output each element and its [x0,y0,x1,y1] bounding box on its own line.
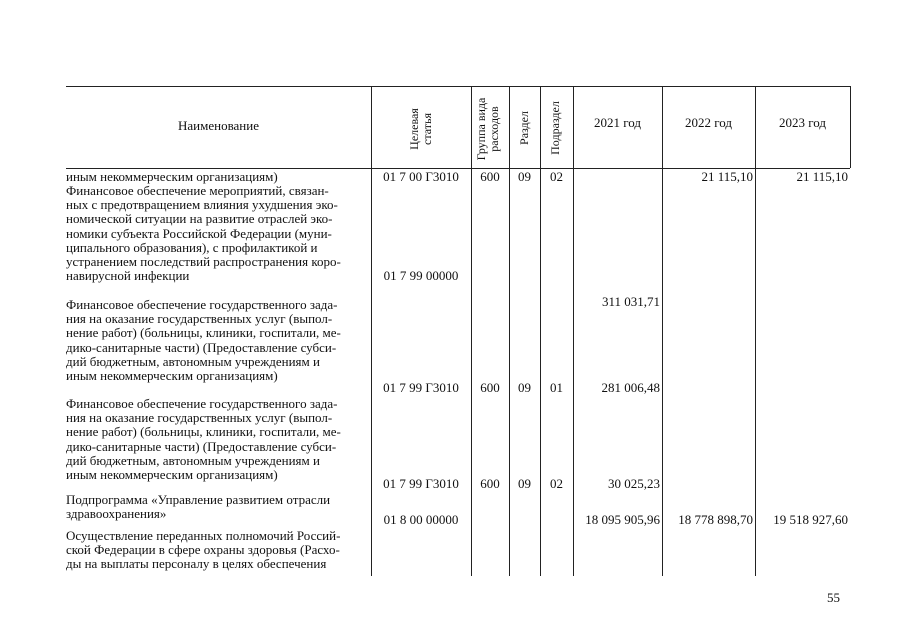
row-section: 09 [518,169,531,184]
header-expense-group [475,89,505,169]
header-name: Наименование [178,118,259,133]
row-name: Финансовое обеспечение государственного зада- ния на оказание государственных услуг (выпол- нение работ) (больницы, клиники, госпитали, ме- дико-санитарные части) (Предоставление субси- дий бюджетным, автономным учреждениям и иным некоммерческим организациям) [66,396,341,483]
header-target-article [408,89,434,169]
row-name: Финансовое обеспечение государственного зада- ния на оказание государственных услуг (выпол- нение работ) (больницы, клиники, госпитали, ме- дико-санитарные части) (Предоставление субси- дий бюджетным, автономным учреждениям и иным некоммерческим организациям) [66,297,341,384]
row-2021: 281 006,48 [601,380,660,395]
row-name: Финансовое обеспечение мероприятий, связан- ных с предотвращением влияния ухудшения эко- номической ситуации на развитие отраслей эко- номики субъекта Российской Федерации (муни- ципального образования), с профилактикой и устранением последствий распространения коро- навирусной инфекции [66,183,341,284]
row-2023: 21 115,10 [796,169,848,184]
row-section: 09 [518,380,531,395]
row-code: 01 8 00 00000 [383,512,459,527]
header-target-line2: статья [420,113,434,145]
row-code: 01 7 99 Г3010 [383,476,459,491]
row-group: 600 [480,169,500,184]
row-name: иным некоммерческим организациям) [66,169,278,184]
col-border-subsection [540,86,541,576]
col-border-code [371,86,372,576]
header-2023: 2023 год [779,115,826,130]
col-border-right [850,86,851,168]
row-code: 01 7 99 00000 [383,268,459,283]
header-2021: 2021 год [594,115,641,130]
row-2022: 18 778 898,70 [678,512,753,527]
page-number: 55 [827,590,840,605]
row-group: 600 [480,476,500,491]
row-name: Осуществление переданных полномочий Россий- ской Федерации в сфере охраны здоровья (Расхо- ды на выплаты персоналу в целях обеспечения [66,528,341,572]
table-top-border [66,86,850,87]
row-subsection: 02 [550,476,563,491]
header-group-line1: Группа вида [474,97,488,161]
row-code: 01 7 00 Г3010 [383,169,459,184]
header-group-line2: расходов [487,106,501,152]
row-subsection: 02 [550,169,563,184]
row-name: Подпрограмма «Управление развитием отрасли здравоохранения» [66,492,331,522]
row-2021: 311 031,71 [601,294,660,309]
row-2023: 19 518 927,60 [773,512,848,527]
header-2022: 2022 год [685,115,732,130]
row-section: 09 [518,476,531,491]
row-code: 01 7 99 Г3010 [383,380,459,395]
col-border-2023 [755,86,756,576]
col-border-group [471,86,472,576]
row-group: 600 [480,380,500,395]
row-2021: 18 095 905,96 [585,512,660,527]
header-section: Раздел [517,111,531,145]
header-subsection: Подраздел [548,101,562,155]
row-2022: 21 115,10 [701,169,753,184]
col-border-2021 [573,86,574,576]
row-subsection: 01 [550,380,563,395]
header-target-line1: Целевая [407,108,421,150]
col-border-2022 [662,86,663,576]
row-2021: 30 025,23 [608,476,660,491]
col-border-section [509,86,510,576]
